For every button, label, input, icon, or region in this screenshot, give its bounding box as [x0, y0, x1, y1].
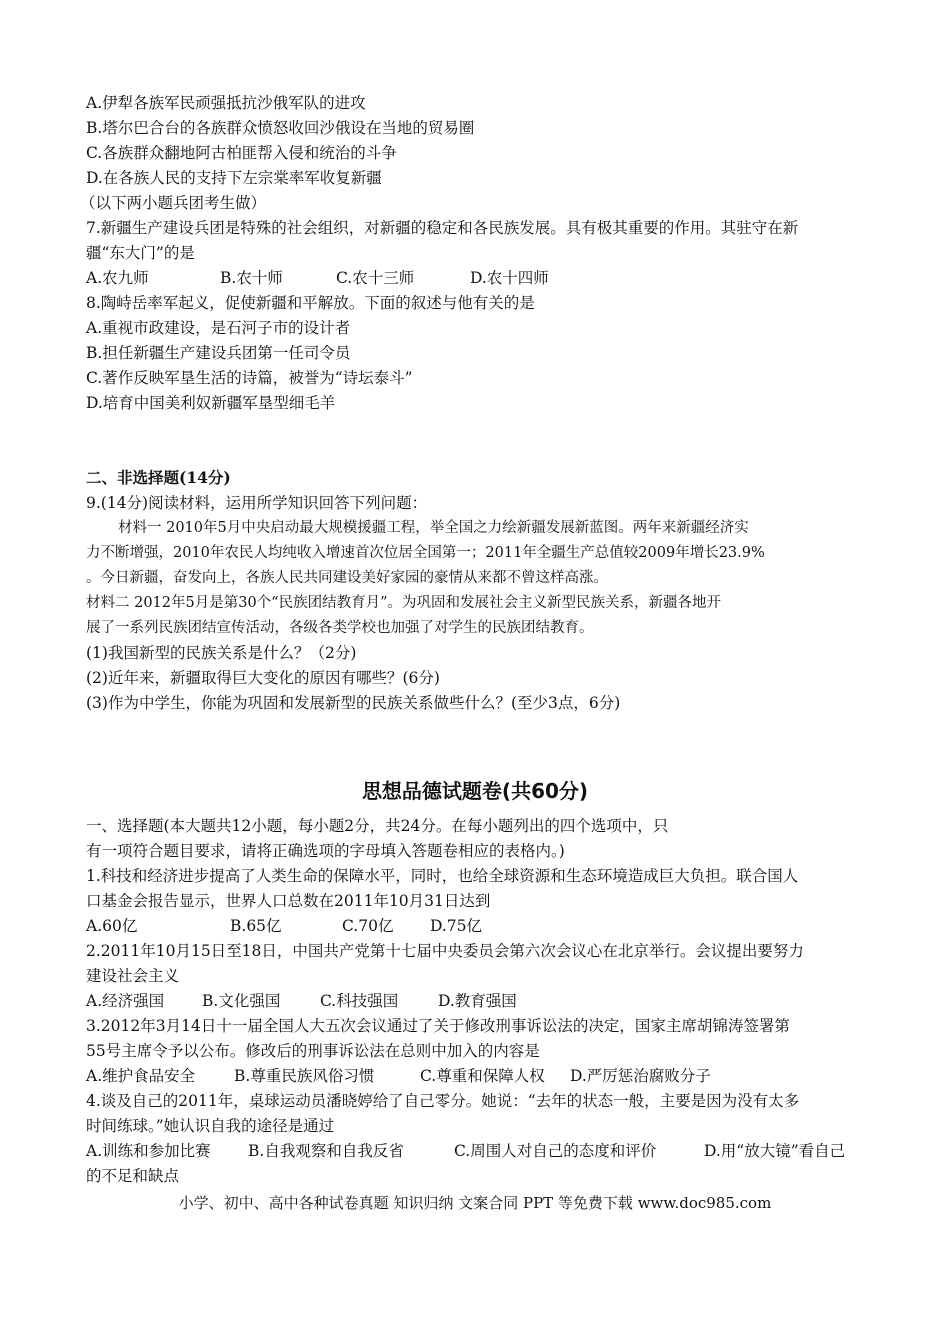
m-q2-line2: 建设社会主义 — [86, 967, 180, 985]
q9-sub3: (3)作为中学生，你能为巩固和发展新型的民族关系做些什么？(至少3点，6分) — [86, 694, 621, 712]
m-q1-option-d: D.75亿 — [430, 917, 483, 935]
q9-sub1: (1)我国新型的民族关系是什么？（2分) — [86, 644, 357, 662]
m-q3-options — [86, 1065, 711, 1087]
m-q3-line1: 3.2012年3月14日十一届全国人大五次会议通过了关于修改刑事诉讼法的决定，国家主席胡锦涛签署第 — [86, 1017, 790, 1035]
m-q4-option-b: B.自我观察和自我反省 — [248, 1142, 404, 1160]
m-q2-options — [86, 990, 517, 1012]
m-q3-option-a: A.维护食品安全 — [86, 1067, 196, 1085]
m-q1-option-b: B.65亿 — [230, 917, 282, 935]
q7-option-a: A.农九师 — [86, 269, 149, 287]
m-q1-option-c: C.70亿 — [342, 917, 394, 935]
m-q1-line1: 1.科技和经济进步提高了人类生命的保障水平，同时，也给全球资源和生态环境造成巨大负担。联合国人 — [86, 867, 799, 885]
m-q1-option-a: A.60亿 — [86, 917, 138, 935]
moral-exam-title: 思想品德试题卷(共60分) — [361, 779, 589, 803]
q6-option-a: A.伊犁各族军民顽强抵抗沙俄军队的进攻 — [86, 94, 366, 112]
m-q2-line1: 2.2011年10月15日至18日，中国共产党第十七届中央委员会第六次会议心在北京举行。会议提出要努力 — [86, 942, 804, 960]
material1-line3: 。今日新疆，奋发向上，各族人民共同建设美好家园的豪情从来都不曾这样高涨。 — [86, 570, 608, 586]
m-q2-option-a: A.经济强国 — [86, 992, 165, 1010]
material2-line2: 展了一系列民族团结宣传活动，各级各类学校也加强了对学生的民族团结教育。 — [86, 620, 594, 636]
m-q4-line2: 时间练球。”她认识自我的途径是通过 — [86, 1117, 335, 1135]
q8-option-b: B.担任新疆生产建设兵团第一任司令员 — [86, 344, 351, 362]
m-q3-option-b: B.尊重民族风俗习惯 — [234, 1067, 375, 1085]
m-q4-line1: 4.谈及自己的2011年，桌球运动员潘晓婷给了自己零分。她说：“去年的状态一般，主要是因为没有太多 — [86, 1092, 800, 1110]
m-q3-option-d: D.严厉惩治腐败分子 — [570, 1067, 711, 1085]
q9-sub2: (2)近年来，新疆取得巨大变化的原因有哪些？(6分) — [86, 669, 440, 687]
q6-option-d: D.在各族人民的支持下左宗棠率军收复新疆 — [86, 169, 382, 187]
section-heading-nonchoice: 二、非选择题(14分) — [86, 468, 231, 487]
q7-options — [86, 267, 549, 289]
m-q1-options — [86, 915, 482, 937]
material1-line1: 材料一 2010年5月中央启动最大规模援疆工程，举全国之力绘新疆发展新蓝图。两年来新疆经济实 — [118, 520, 749, 536]
m-q2-option-d: D.教育强国 — [438, 992, 517, 1010]
m-q4-options — [86, 1140, 845, 1162]
q8-stem: 8.陶峙岳率军起义，促使新疆和平解放。下面的叙述与他有关的是 — [86, 294, 535, 312]
q8-option-a: A.重视市政建设，是石河子市的设计者 — [86, 319, 351, 337]
q8-option-d: D.培育中国美利奴新疆军垦型细毛羊 — [86, 394, 336, 412]
q9-stem: 9.(14分)阅读材料，运用所学知识回答下列问题： — [86, 494, 428, 512]
q7-option-c: C.农十三师 — [336, 269, 415, 287]
m-q4-option-d: D.用“放大镜”看自己 — [704, 1142, 846, 1160]
page-footer: 小学、初中、高中各种试卷真题 知识归纳 文案合同 PPT 等免费下载 www.doc985.com — [178, 1194, 772, 1212]
m-q3-option-c: C.尊重和保障人权 — [420, 1067, 545, 1085]
m-q4-option-a: A.训练和参加比赛 — [86, 1142, 211, 1160]
material2-line1: 材料二 2012年5月是第30个“民族团结教育月”。为巩固和发展社会主义新型民族关系，新疆各地开 — [86, 595, 722, 611]
q6-option-b: B.塔尔巴合台的各族群众愤怒收回沙俄设在当地的贸易圈 — [86, 119, 475, 137]
m-q1-line2: 口基金会报告显示，世界人口总数在2011年10月31日达到 — [86, 892, 491, 910]
corps-note: （以下两小题兵团考生做） — [80, 194, 267, 212]
instructions-line1: 一、选择题(本大题共12小题，每小题2分，共24分。在每小题列出的四个选项中，只 — [86, 817, 669, 835]
m-q4-line3: 的不足和缺点 — [86, 1167, 180, 1185]
m-q4-option-c: C.周围人对自己的态度和评价 — [454, 1142, 657, 1160]
q7-stem-line1: 7.新疆生产建设兵团是特殊的社会组织，对新疆的稳定和各民族发展。具有极其重要的作用。其驻守在新 — [86, 219, 799, 237]
q8-option-c: C.著作反映军垦生活的诗篇，被誉为“诗坛泰斗” — [86, 369, 413, 387]
instructions-line2: 有一项符合题目要求，请将正确选项的字母填入答题卷相应的表格内。) — [86, 842, 565, 860]
m-q3-line2: 55号主席令予以公布。修改后的刑事诉讼法在总则中加入的内容是 — [86, 1042, 540, 1060]
q7-stem-line2: 疆“东大门”的是 — [86, 244, 195, 262]
m-q2-option-c: C.科技强国 — [320, 992, 399, 1010]
q6-option-c: C.各族群众翻地阿古柏匪帮入侵和统治的斗争 — [86, 144, 397, 162]
m-q2-option-b: B.文化强国 — [202, 992, 281, 1010]
material1-line2: 力不断增强，2010年农民人均纯收入增速首次位居全国第一；2011年全疆生产总值较2009年增长23.9% — [86, 545, 765, 561]
q7-option-b: B.农十师 — [220, 269, 283, 287]
q7-option-d: D.农十四师 — [470, 269, 549, 287]
